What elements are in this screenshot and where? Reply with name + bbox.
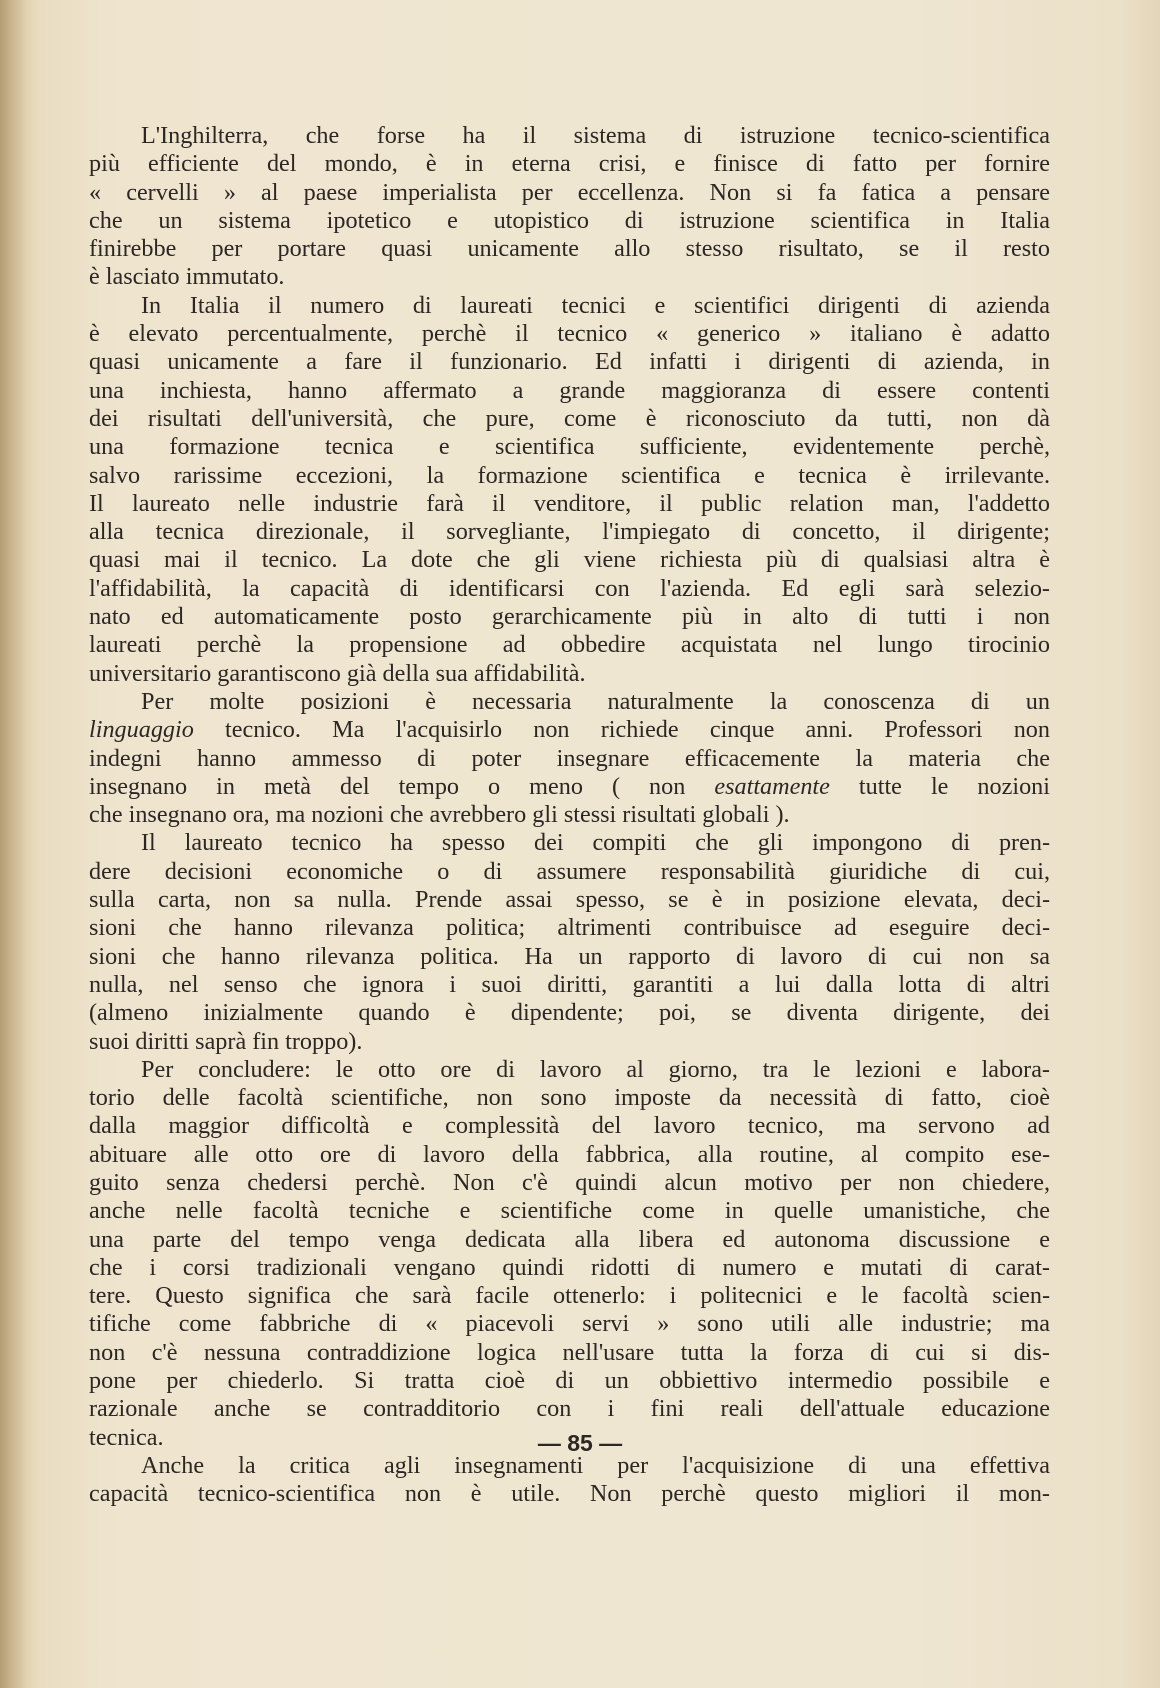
text-line: nato ed automaticamente posto gerarchicamente più in alto di tutti i non bbox=[89, 603, 1050, 631]
text-line: In Italia il numero di laureati tecnici e scientifici dirigenti di azienda bbox=[141, 291, 1050, 319]
text-line: Per concludere: le otto ore di lavoro al giorno, tra le lezioni e labora- bbox=[141, 1055, 1050, 1083]
text-line: è elevato percentualmente, perchè il tecnico « generico » italiano è adatto bbox=[89, 320, 1050, 348]
italic-term: linguaggio bbox=[89, 716, 194, 744]
text-line: sioni che hanno rilevanza politica. Ha un rapporto di lavoro di cui non sa bbox=[89, 942, 1050, 970]
text-line: una inchiesta, hanno affermato a grande maggioranza di essere contenti bbox=[89, 376, 1050, 404]
text-line: nulla, nel senso che ignora i suoi diritti, garantiti a lui dalla lotta di altri bbox=[89, 970, 1050, 998]
text-line: Anche la critica agli insegnamenti per l'acquisizione di una effettiva bbox=[141, 1451, 1050, 1479]
text-line: universitario garantiscono già della sua affidabilità. bbox=[89, 659, 586, 687]
text-line: che insegnano ora, ma nozioni che avrebbero gli stessi risultati globali ). bbox=[89, 801, 790, 829]
italic-term: esattamente bbox=[714, 772, 830, 800]
text-line: razionale anche se contradditorio con i fini reali dell'attuale educazione bbox=[89, 1395, 1050, 1423]
text-line: indegni hanno ammesso di poter insegnare efficacemente la materia che bbox=[89, 744, 1050, 772]
text-line: che un sistema ipotetico e utopistico di istruzione scientifica in Italia bbox=[89, 206, 1050, 234]
text-line: anche nelle facoltà tecniche e scientifiche come in quelle umanistiche, che bbox=[89, 1197, 1050, 1225]
text-line: non c'è nessuna contraddizione logica nell'usare tutta la forza di cui si dis- bbox=[89, 1338, 1050, 1366]
text-segment: tecnico. Ma l'acquisirlo non richiede cinque anni. Professori non bbox=[193, 716, 1050, 744]
text-line: alla tecnica direzionale, il sorvegliante, l'impiegato di concetto, il dirigente; bbox=[89, 518, 1050, 546]
text-line: suoi diritti saprà fin troppo). bbox=[89, 1027, 363, 1055]
text-line: quasi mai il tecnico. La dote che gli viene richiesta più di qualsiasi altra è bbox=[89, 546, 1050, 574]
text-line: capacità tecnico-scientifica non è utile. Non perchè questo migliori il mon- bbox=[89, 1480, 1050, 1508]
text-line: sulla carta, non sa nulla. Prende assai spesso, se è in posizione elevata, deci- bbox=[89, 886, 1050, 914]
text-line: più efficiente del mondo, è in eterna crisi, e finisce di fatto per fornire bbox=[89, 150, 1050, 178]
text-line: una parte del tempo venga dedicata alla libera ed autonoma discussione e bbox=[89, 1225, 1050, 1253]
text-segment: tutte le nozioni bbox=[829, 772, 1050, 800]
text-line: Il laureato tecnico ha spesso dei compiti che gli impongono di pren- bbox=[141, 829, 1050, 857]
text-line: dalla maggior difficoltà e complessità del lavoro tecnico, ma servono ad bbox=[89, 1112, 1050, 1140]
text-line bbox=[89, 716, 1050, 744]
text-line: tifiche come fabbriche di « piacevoli servi » sono utili alle industrie; ma bbox=[89, 1310, 1050, 1338]
text-line bbox=[89, 773, 1050, 801]
text-line: abituare alle otto ore di lavoro della fabbrica, alla routine, al compito ese- bbox=[89, 1140, 1050, 1168]
text-line: è lasciato immutato. bbox=[89, 263, 285, 291]
text-line: guito senza chedersi perchè. Non c'è quindi alcun motivo per non chiedere, bbox=[89, 1168, 1050, 1196]
text-line: tecnica. bbox=[89, 1423, 164, 1451]
text-line: Il laureato nelle industrie farà il venditore, il public relation man, l'addetto bbox=[89, 489, 1050, 517]
text-segment: insegnano in metà del tempo o meno ( non bbox=[89, 772, 715, 800]
text-line: dere decisioni economiche o di assumere responsabilità giuridiche di cui, bbox=[89, 857, 1050, 885]
text-line: « cervelli » al paese imperialista per eccellenza. Non si fa fatica a pensare bbox=[89, 178, 1050, 206]
text-line: Per molte posizioni è necessaria naturalmente la conoscenza di un bbox=[141, 687, 1050, 715]
page-number: — 85 — bbox=[537, 1430, 623, 1456]
text-line: dei risultati dell'università, che pure, come è riconosciuto da tutti, non dà bbox=[89, 404, 1050, 432]
text-line: (almeno inizialmente quando è dipendente; poi, se diventa dirigente, dei bbox=[89, 999, 1050, 1027]
text-line: L'Inghilterra, che forse ha il sistema di istruzione tecnico-scientifica bbox=[141, 122, 1050, 149]
text-line: salvo rarissime eccezioni, la formazione scientifica e tecnica è irrilevante. bbox=[89, 461, 1050, 489]
text-line: quasi unicamente a fare il funzionario. Ed infatti i dirigenti di azienda, in bbox=[89, 348, 1050, 376]
text-line: torio delle facoltà scientifiche, non sono imposte da necessità di fatto, cioè bbox=[89, 1084, 1050, 1112]
text-line: una formazione tecnica e scientifica sufficiente, evidentemente perchè, bbox=[89, 433, 1050, 461]
body-text bbox=[89, 122, 1050, 1509]
text-line: che i corsi tradizionali vengano quindi ridotti di numero e mutati di carat- bbox=[89, 1253, 1050, 1281]
text-line: tere. Questo significa che sarà facile ottenerlo: i politecnici e le facoltà scien- bbox=[89, 1282, 1050, 1310]
text-line: pone per chiederlo. Si tratta cioè di un obbiettivo intermedio possibile e bbox=[89, 1367, 1050, 1395]
text-line: sioni che hanno rilevanza politica; altrimenti contribuisce ad eseguire deci- bbox=[89, 914, 1050, 942]
text-line: finirebbe per portare quasi unicamente allo stesso risultato, se il resto bbox=[89, 235, 1050, 263]
text-line: l'affidabilità, la capacità di identificarsi con l'azienda. Ed egli sarà selezio- bbox=[89, 574, 1050, 602]
text-line: laureati perchè la propensione ad obbedire acquistata nel lungo tirocinio bbox=[89, 631, 1050, 659]
